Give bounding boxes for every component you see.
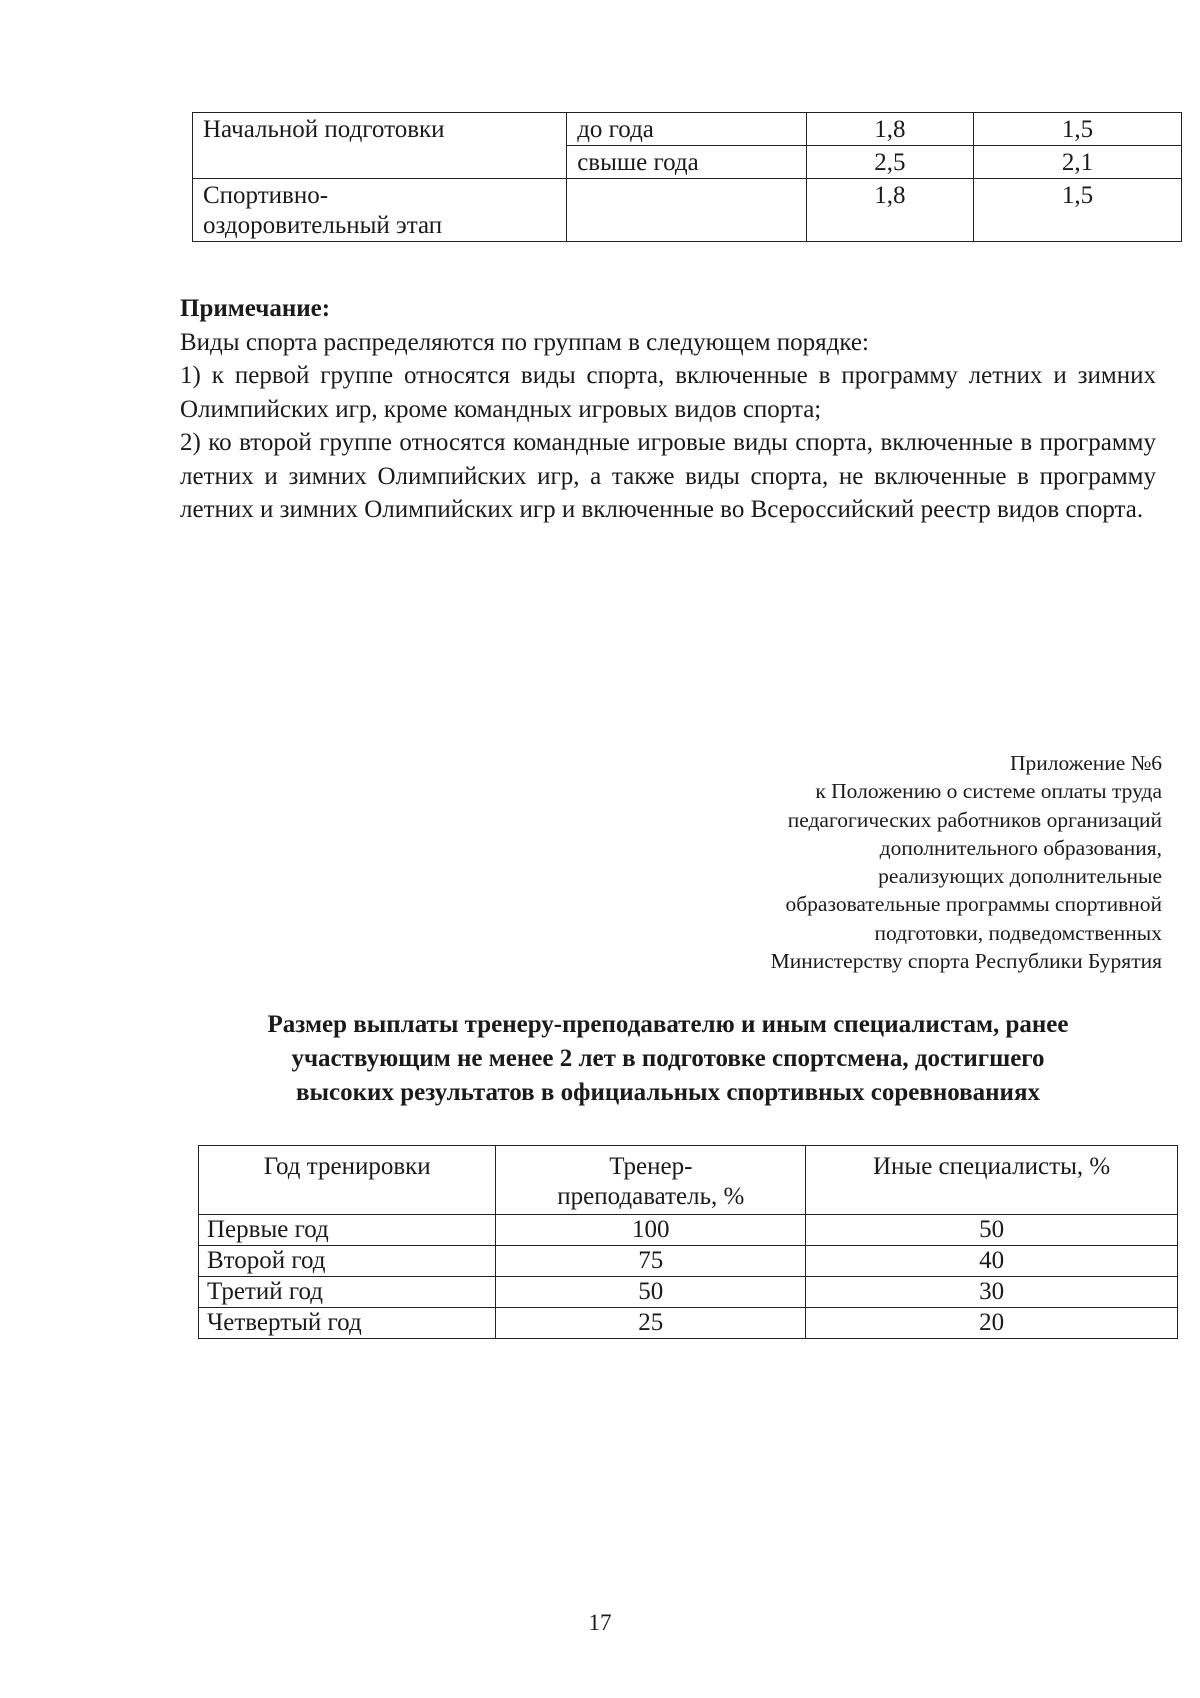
section-title bbox=[180, 1008, 1156, 1110]
coach-cell: 50 bbox=[496, 1277, 806, 1308]
value-cell: 1,5 bbox=[973, 179, 1181, 242]
appendix-line: к Положению о системе оплаты труда bbox=[815, 779, 1162, 804]
note-intro: Виды спорта распределяются по группам в следующем порядке: bbox=[180, 328, 869, 356]
section-title-line: высоких результатов в официальных спортивных соревнованиях bbox=[296, 1079, 1040, 1106]
others-cell: 50 bbox=[806, 1215, 1178, 1246]
stage-cell: Начальной подготовки bbox=[193, 113, 567, 179]
period-cell: до года bbox=[567, 113, 807, 146]
stage-line: оздоровительный этап bbox=[203, 212, 443, 239]
table-row bbox=[199, 1308, 1178, 1339]
table-row bbox=[199, 1277, 1178, 1308]
header-coach bbox=[496, 1146, 806, 1215]
payout-table bbox=[198, 1145, 1178, 1339]
value-cell: 2,1 bbox=[973, 146, 1181, 179]
note-title: Примечание: bbox=[180, 295, 331, 322]
stage-cell bbox=[193, 179, 567, 242]
period-cell bbox=[567, 179, 807, 242]
others-cell: 30 bbox=[806, 1277, 1178, 1308]
table-row bbox=[193, 179, 1182, 242]
page-number: 17 bbox=[588, 1610, 612, 1635]
appendix-line: образовательные программы спортивной bbox=[785, 892, 1162, 917]
section-title-line: Размер выплаты тренеру-преподавателю и иным специалистам, ранее bbox=[267, 1011, 1069, 1038]
coach-cell: 25 bbox=[496, 1308, 806, 1339]
note-item: 1) к первой группе относятся виды спорта, включенные в программу летних и зимних Олимпийских игр, кроме командных игровых видов спорта; bbox=[180, 362, 1156, 423]
period-cell: свыше года bbox=[567, 146, 807, 179]
value-cell: 1,5 bbox=[973, 113, 1181, 146]
appendix-line: дополнительного образования, bbox=[879, 835, 1162, 860]
note-item: 2) ко второй группе относятся командные игровые виды спорта, включенные в программу летних и зимних Олимпийских игр, а также виды спорта, не включенные в программу летних и зимних Олимпийских игр и включенные во Всероссийский реестр видов спорта. bbox=[180, 429, 1156, 523]
year-cell: Четвертый год bbox=[199, 1308, 496, 1339]
header-others: Иные специалисты, % bbox=[806, 1146, 1178, 1215]
year-cell: Первые год bbox=[199, 1215, 496, 1246]
header-coach-line: Тренер- bbox=[609, 1153, 693, 1180]
header-coach-line: преподаватель, % bbox=[557, 1183, 745, 1210]
appendix-line: педагогических работников организаций bbox=[787, 807, 1162, 832]
appendix-line: Министерству спорта Республики Бурятия bbox=[770, 949, 1162, 974]
value-cell: 1,8 bbox=[806, 179, 973, 242]
year-cell: Второй год bbox=[199, 1246, 496, 1277]
appendix-header bbox=[642, 749, 1162, 975]
others-cell: 40 bbox=[806, 1246, 1178, 1277]
coach-cell: 75 bbox=[496, 1246, 806, 1277]
table-row bbox=[199, 1246, 1178, 1277]
value-cell: 1,8 bbox=[806, 113, 973, 146]
note-block bbox=[180, 292, 1156, 527]
table-row bbox=[199, 1215, 1178, 1246]
header-year: Год тренировки bbox=[199, 1146, 496, 1215]
table-row bbox=[193, 113, 1182, 146]
value-cell: 2,5 bbox=[806, 146, 973, 179]
coach-cell: 100 bbox=[496, 1215, 806, 1246]
coefficient-table bbox=[192, 112, 1182, 242]
others-cell: 20 bbox=[806, 1308, 1178, 1339]
appendix-line: подготовки, подведомственных bbox=[874, 920, 1162, 945]
section-title-line: участвующим не менее 2 лет в подготовке спортсмена, достигшего bbox=[291, 1045, 1045, 1072]
appendix-line: реализующих дополнительные bbox=[878, 864, 1162, 889]
table-header-row bbox=[199, 1146, 1178, 1215]
year-cell: Третий год bbox=[199, 1277, 496, 1308]
appendix-line: Приложение №6 bbox=[1009, 751, 1162, 775]
stage-line: Спортивно- bbox=[203, 182, 329, 209]
